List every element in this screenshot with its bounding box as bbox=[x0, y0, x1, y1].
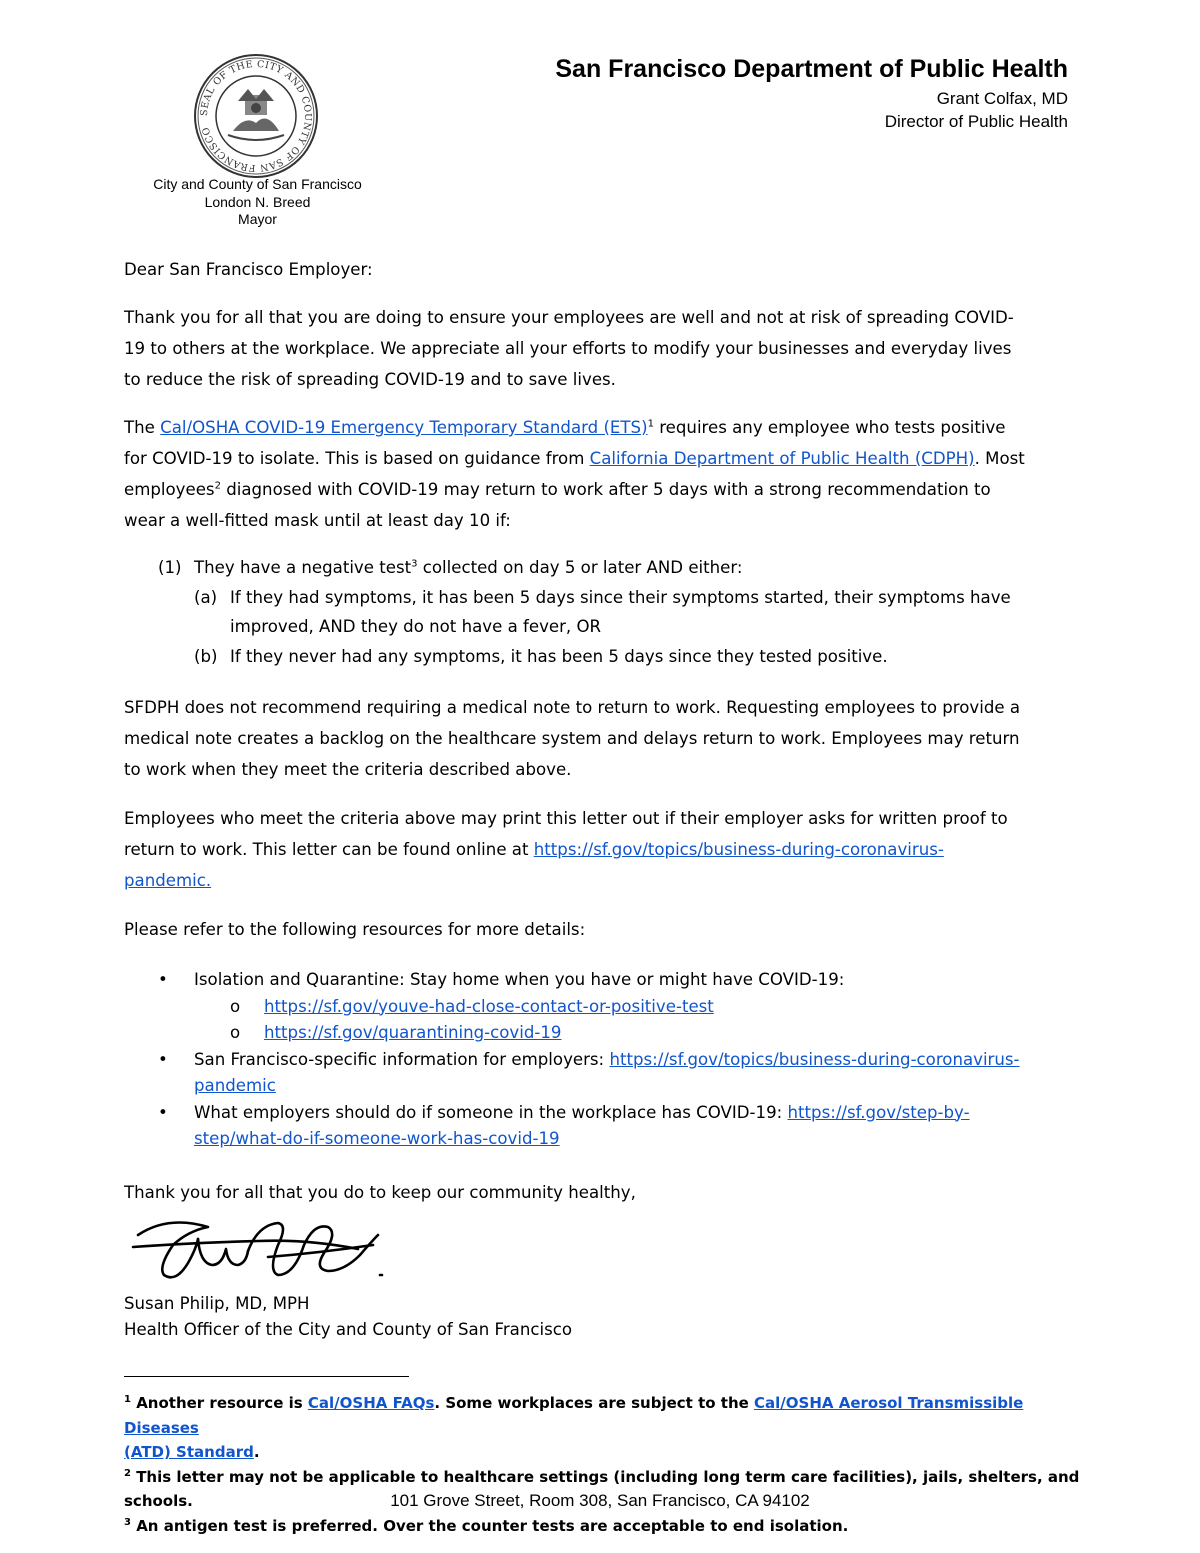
step-by-step-link-cont[interactable]: step/what-do-if-someone-work-has-covid-19 bbox=[194, 1129, 560, 1148]
closing-line: Thank you for all that you do to keep our community healthy, bbox=[124, 1183, 636, 1202]
business-coronavirus-link[interactable]: https://sf.gov/topics/business-during-coronavirus- bbox=[533, 840, 944, 859]
mayor-title: Mayor bbox=[238, 211, 277, 227]
text-span: employees bbox=[124, 480, 215, 499]
sub-bullet-icon: o bbox=[230, 1023, 241, 1042]
list-item bbox=[158, 967, 1088, 994]
bullet-icon: • bbox=[158, 970, 168, 989]
footnote-3 bbox=[124, 1514, 1084, 1539]
list-item bbox=[158, 583, 1078, 642]
footnote-1 bbox=[124, 1391, 1084, 1465]
text-line: If they had symptoms, it has been 5 days since their symptoms started, their symptoms have bbox=[230, 587, 1011, 607]
text-span: collected on day 5 or later AND either: bbox=[417, 558, 743, 577]
list-item bbox=[158, 1020, 1088, 1047]
footnote-ref-2: 2 bbox=[214, 480, 221, 492]
footnote-number: 3 bbox=[124, 1516, 131, 1528]
step-by-step-link[interactable]: https://sf.gov/step-by- bbox=[787, 1102, 970, 1122]
list-letter: (a) bbox=[194, 587, 218, 607]
footer-address: 101 Grove Street, Room 308, San Francisco, CA 94102 bbox=[390, 1491, 810, 1510]
footnote-ref-3: 3 bbox=[411, 558, 418, 570]
department-block bbox=[555, 54, 1068, 133]
business-coronavirus-link-cont[interactable]: pandemic. bbox=[124, 871, 212, 890]
footnote-divider bbox=[124, 1376, 409, 1377]
text-span: requires any employee who tests positive bbox=[653, 418, 1006, 437]
handwritten-signature bbox=[128, 1205, 388, 1305]
bullet-icon: • bbox=[158, 1049, 168, 1069]
paragraph-print-letter bbox=[124, 803, 1079, 896]
list-item bbox=[158, 1047, 1088, 1100]
mayor-name: London N. Breed bbox=[204, 193, 311, 210]
text-span: What employers should do if someone in the workplace has COVID-19: bbox=[194, 1102, 788, 1122]
text-line: wear a well-fitted mask until at least day 10 if: bbox=[124, 511, 511, 530]
criteria-list bbox=[158, 553, 1078, 671]
city-seal bbox=[193, 53, 319, 179]
list-item bbox=[158, 553, 1078, 583]
list-item bbox=[158, 642, 1078, 672]
text-line: Isolation and Quarantine: Stay home when you have or might have COVID-19: bbox=[194, 970, 845, 989]
calosha-faqs-link[interactable]: Cal/OSHA FAQs bbox=[307, 1394, 435, 1412]
salutation: Dear San Francisco Employer: bbox=[124, 260, 373, 279]
employer-info-link-cont[interactable]: pandemic bbox=[194, 1076, 276, 1095]
paragraph-medical-note bbox=[124, 692, 1079, 785]
list-number: (1) bbox=[158, 558, 182, 577]
city-name: City and County of San Francisco bbox=[153, 176, 362, 192]
text-line: If they never had any symptoms, it has been 5 days since they tested positive. bbox=[230, 646, 888, 666]
text-line: Thank you for all that you are doing to ensure your employees are well and not at risk of spreading COVID- bbox=[124, 308, 1014, 327]
text-line: medical note creates a backlog on the healthcare system and delays return to work. Employees may return bbox=[124, 729, 1020, 748]
text-span: return to work. This letter can be found online at bbox=[124, 840, 534, 859]
text-span: Another resource is bbox=[130, 1394, 308, 1412]
department-name: San Francisco Department of Public Health bbox=[555, 55, 1068, 83]
text-span: This letter may not be applicable to healthcare settings (including long term care facilities), jails, shelters, and schools. bbox=[124, 1467, 1080, 1510]
signer-title: Health Officer of the City and County of San Francisco bbox=[124, 1320, 572, 1339]
sub-bullet-icon: o bbox=[230, 996, 241, 1016]
list-item bbox=[158, 1100, 1088, 1153]
text-span: San Francisco-specific information for employers: bbox=[194, 1049, 610, 1069]
ets-link[interactable]: Cal/OSHA COVID-19 Emergency Temporary Standard (ETS) bbox=[160, 418, 648, 437]
signature-block bbox=[124, 1291, 1079, 1343]
resources-list bbox=[158, 967, 1088, 1153]
director-title: Director of Public Health bbox=[884, 112, 1068, 131]
list-item bbox=[158, 994, 1088, 1021]
text-span: . bbox=[253, 1443, 260, 1461]
footnote-ref-1: 1 bbox=[647, 418, 654, 430]
paragraph-intro bbox=[124, 302, 1079, 395]
text-line: improved, AND they do not have a fever, OR bbox=[230, 617, 602, 636]
footnotes bbox=[124, 1391, 1084, 1538]
director-name: Grant Colfax, MD bbox=[936, 89, 1068, 108]
quarantining-link[interactable]: https://sf.gov/quarantining-covid-19 bbox=[264, 1023, 562, 1042]
text-span: An antigen test is preferred. Over the counter tests are acceptable to end isolation. bbox=[130, 1516, 849, 1535]
employer-info-link[interactable]: https://sf.gov/topics/business-during-coronavirus- bbox=[609, 1049, 1020, 1069]
text-span: . Some workplaces are subject to the bbox=[434, 1394, 755, 1412]
cdph-link[interactable]: California Department of Public Health (CDPH) bbox=[589, 449, 975, 468]
list-letter: (b) bbox=[194, 646, 218, 666]
seal-text: SEAL OF THE CITY AND COUNTY OF SAN FRANCISCO bbox=[198, 58, 314, 174]
paragraph-ets bbox=[124, 412, 1079, 536]
mayor-block bbox=[110, 176, 405, 229]
text-line: 19 to others at the workplace. We appreciate all your efforts to modify your businesses and everyday lives bbox=[124, 339, 1012, 358]
text-span: They have a negative test bbox=[194, 558, 412, 577]
signer-name: Susan Philip, MD, MPH bbox=[124, 1294, 310, 1313]
text-span: The bbox=[124, 418, 161, 437]
atd-standard-link[interactable]: Cal/OSHA Aerosol Transmissible Diseases bbox=[124, 1394, 1024, 1437]
footnote-number: 1 bbox=[124, 1394, 131, 1405]
close-contact-link[interactable]: https://sf.gov/youve-had-close-contact-or-positive-test bbox=[264, 996, 714, 1016]
bullet-icon: • bbox=[158, 1102, 168, 1122]
text-line: to reduce the risk of spreading COVID-19 and to save lives. bbox=[124, 370, 616, 389]
paragraph-resources-intro: Please refer to the following resources for more details: bbox=[124, 920, 586, 939]
text-span: . Most bbox=[974, 449, 1025, 468]
text-line: Employees who meet the criteria above may print this letter out if their employer asks for written proof to bbox=[124, 809, 1008, 828]
footnote-number: 2 bbox=[124, 1467, 131, 1479]
text-span: diagnosed with COVID-19 may return to work after 5 days with a strong recommendation to bbox=[220, 480, 991, 499]
text-line: to work when they meet the criteria described above. bbox=[124, 760, 572, 779]
text-line: SFDPH does not recommend requiring a medical note to return to work. Requesting employees to provide a bbox=[124, 698, 1021, 717]
text-span: for COVID-19 to isolate. This is based on guidance from bbox=[124, 449, 590, 468]
atd-standard-link-cont[interactable]: (ATD) Standard bbox=[124, 1443, 254, 1461]
